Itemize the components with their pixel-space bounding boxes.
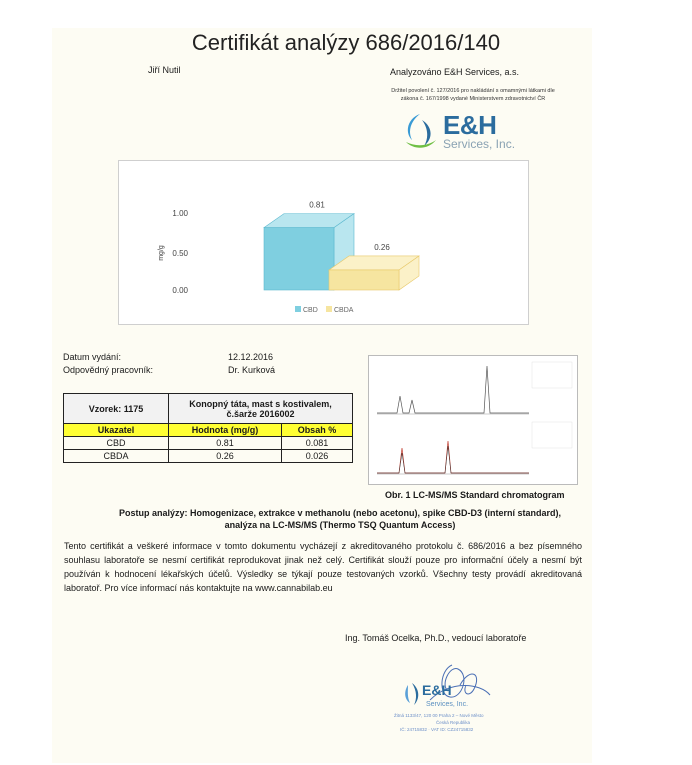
legend-swatch-cbda (326, 306, 332, 312)
logo-mark-icon (398, 110, 442, 154)
stamp-address: Žitná 1133/47, 120 00 Praha 2 – Nové Město (394, 713, 484, 718)
sample-desc-line-2: č.šarže 2016002 (226, 408, 295, 419)
cell-value: 0.26 (169, 450, 282, 463)
sample-label: Vzorek: 1175 (64, 394, 169, 424)
col-header: Hodnota (mg/g) (169, 424, 282, 437)
col-header: Ukazatel (64, 424, 169, 437)
cell-indicator: CBDA (64, 450, 169, 463)
signature-stamp (390, 655, 520, 745)
procedure-line-2: analýza na LC-MS/MS (Thermo TSQ Quantum Access) (224, 520, 456, 530)
data-label-cbda: 0.26 (374, 242, 390, 252)
responsible-value: Dr. Kurková (228, 365, 276, 375)
sample-description (169, 394, 353, 424)
signer-name: Ing. Tomáš Ocelka, Ph.D., vedoucí laboratoře (345, 633, 527, 643)
signature-icon (390, 655, 520, 745)
page-title: Certifikát analýzy 686/2016/140 (191, 30, 501, 55)
sample-desc-line-1: Konopný táta, mast s kostivalem, (189, 398, 332, 409)
stamp-subtitle: Services, Inc. (426, 701, 469, 708)
cell-value: 0.81 (169, 437, 282, 450)
cell-percent: 0.081 (281, 437, 352, 450)
cell-indicator: CBD (64, 437, 169, 450)
logo-subtitle: Services, Inc. (443, 137, 516, 151)
cell-percent: 0.026 (281, 450, 352, 463)
bar-cbd (264, 228, 334, 290)
issue-date-value: 12.12.2016 (228, 352, 274, 362)
chromatogram-trace-icon (369, 356, 579, 486)
stamp-name: E&H (422, 682, 452, 698)
legend-label-cbd: CBD (303, 307, 318, 314)
permit-line-2: zákona č. 167/1998 vydané Ministerstvem zdravotnictví ČR (400, 96, 546, 102)
stamp-ids: IČ: 24715832 · VAT ID: CZ24715832 (400, 727, 474, 732)
analyzed-by: Analyzováno E&H Services, a.s. (390, 67, 520, 77)
y-tick-label: 0.50 (172, 249, 188, 258)
chart-svg (119, 161, 530, 326)
table-row (64, 437, 353, 450)
data-label-cbd: 0.81 (309, 200, 325, 210)
responsible-label: Odpovědný pracovník: (63, 365, 154, 375)
logo-name: E&H (443, 110, 497, 140)
stamp-country: Česká Republika (436, 720, 471, 725)
results-table (63, 393, 353, 463)
bar-cbda (329, 270, 399, 290)
legend-label-cbda: CBDA (334, 307, 354, 314)
bars-group (264, 214, 419, 290)
y-axis-label: mg/g (158, 245, 165, 261)
legend-swatch-cbd (295, 306, 301, 312)
y-tick-label: 1.00 (172, 209, 188, 218)
sample-row (64, 394, 353, 424)
bar-chart (118, 160, 529, 325)
author-name: Jiří Nutil (148, 65, 181, 75)
procedure-line-1: Postup analýzy: Homogenizace, extrakce v methanolu (nebo acetonu), spike CBD-D3 (interní standard), (118, 508, 562, 518)
permit-text (358, 87, 588, 103)
permit-line-1: Držitel povolení č. 127/2016 pro nakládání s omamnými látkami dle (391, 88, 555, 94)
y-tick-label: 0.00 (172, 286, 188, 295)
table-header-row (64, 424, 353, 437)
procedure-text (60, 507, 620, 531)
chromatogram-image (368, 355, 578, 485)
company-logo (398, 110, 548, 156)
table-row (64, 450, 353, 463)
col-header: Obsah % (281, 424, 352, 437)
disclaimer-text: Tento certifikát a veškeré informace v tomto dokumentu vycházejí z akreditovaného protokolu č. 686/2016 a bez písemného souhlasu laboratoře se nesmí certifikát reprodukovat jinak než celý. Certifikát slouží pouze pro informační účely a nesmí být používán k hodnocení lékařských účelů. Výsledky se týkají pouze testovaných vzorků. Všechny testy provádí akreditovaná laboratoř. Pro více informací nás kontaktujte na www.cannabilab.eu (64, 541, 582, 593)
chromatogram-caption: Obr. 1 LC-MS/MS Standard chromatogram (385, 490, 565, 500)
issue-date-label: Datum vydání: (63, 352, 122, 362)
